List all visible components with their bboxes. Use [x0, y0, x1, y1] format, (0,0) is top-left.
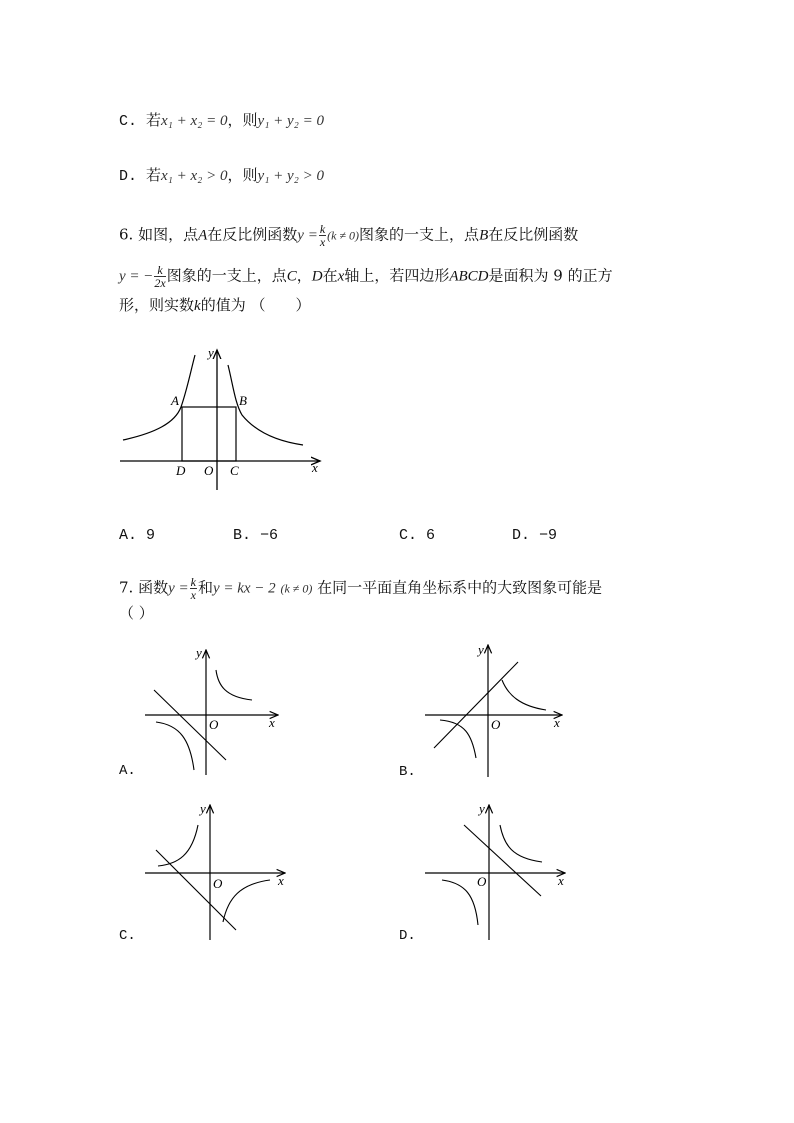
q6-text-7: 在 — [322, 266, 338, 285]
q5-c-mid: ，则 — [227, 111, 258, 129]
q7-eq1-fraction — [190, 576, 197, 601]
q6-option-c: C. 6 — [399, 527, 436, 544]
q6-label-x: x — [312, 460, 318, 475]
q6-option-a: A. 9 — [119, 527, 156, 544]
q6-eq2-lhs: y = − — [119, 268, 154, 285]
q7-graph-d — [420, 800, 570, 945]
q7-eq1-numerator: k — [190, 575, 196, 589]
q7-graph-a — [140, 645, 285, 780]
q5-d-result: y₁ + y₂ > 0 — [257, 168, 325, 184]
q6-text-3: 图象的一支上，点 — [359, 225, 480, 244]
q6-eq1-lhs: y = — [297, 227, 318, 244]
q6-point-a: A — [198, 227, 208, 244]
q6-text-8: 轴上，若四边形 — [344, 266, 450, 285]
q6-text-4: 在反比例函数 — [488, 225, 579, 244]
q7-graph-c — [140, 800, 290, 945]
q7-c-label-x: x — [278, 873, 284, 888]
q6-text-2: 在反比例函数 — [207, 225, 298, 244]
q6-option-d: D. −9 — [512, 527, 558, 544]
q6-eq2-denominator: 2x — [154, 276, 166, 290]
q7-text-1: 7. 函数 — [119, 578, 169, 597]
q7-text-3: 在同一平面直角坐标系中的大致图象可能是 — [317, 578, 603, 597]
q6-abcd: ABCD — [449, 268, 489, 285]
q6-label-a: A — [171, 393, 179, 408]
q6-label-d: D — [176, 463, 186, 478]
q7-d-label-x: x — [558, 873, 564, 888]
q7-b-curve-lower — [440, 720, 476, 758]
q7-label-a: A. — [119, 763, 136, 779]
q7-b-label-x: x — [554, 715, 560, 730]
q5-d-condition: x₁ + x₂ > 0 — [161, 168, 228, 184]
q7-line2 — [119, 603, 154, 623]
q7-eq2: y = kx − 2 — [212, 580, 276, 597]
q6-eq2-fraction — [154, 264, 165, 289]
q5-d-mid: ，则 — [227, 166, 258, 184]
q5-c-result: y₁ + y₂ = 0 — [257, 113, 325, 129]
q6-line1 — [119, 223, 578, 248]
q7-d-label-y: y — [479, 801, 485, 816]
q6-point-c: C — [286, 268, 297, 285]
q6-text-10: 形，则实数 — [119, 296, 195, 314]
q5-c-prefix: C. 若 — [119, 113, 162, 130]
q7-a-label-y: y — [196, 645, 202, 660]
q6-line3 — [119, 295, 310, 316]
q7-line1 — [119, 576, 602, 601]
q5-c-condition: x₁ + x₂ = 0 — [161, 113, 228, 129]
q6-text-5: 图象的一支上，点 — [166, 266, 287, 285]
q6-option-b: B. −6 — [233, 527, 279, 544]
q7-b-line — [434, 662, 518, 748]
q6-text-6: ， — [296, 266, 312, 285]
q7-c-curve-lower — [223, 880, 270, 922]
q6-text-1: 6. 如图，点 — [119, 225, 199, 244]
q7-label-c: C. — [119, 928, 136, 944]
q6-label-y: y — [208, 345, 214, 360]
q5-d-prefix: D. 若 — [119, 168, 162, 185]
q6-k: k — [194, 298, 201, 314]
q7-c-curve-upper — [158, 825, 198, 866]
q7-eq1-denominator: x — [190, 588, 196, 602]
q6-eq1-numerator: k — [319, 222, 326, 236]
q6-label-o: O — [204, 463, 214, 478]
q7-b-curve-upper — [502, 680, 546, 710]
q6-eq1-fraction — [319, 223, 326, 248]
q7-a-curve-lower — [156, 722, 194, 770]
q6-label-c: C — [230, 463, 239, 478]
q6-point-d: D — [311, 268, 323, 285]
q6-figure — [115, 345, 335, 495]
q7-c-label-y: y — [200, 801, 206, 816]
q6-text-9: 是面积为 9 的正方 — [488, 266, 613, 285]
q7-a-label-x: x — [269, 715, 275, 730]
q6-eq1-condition: (k ≠ 0) — [327, 228, 360, 243]
q7-graph-b — [420, 640, 570, 780]
q7-label-b: B. — [399, 764, 416, 780]
q6-label-b: B — [239, 393, 247, 408]
q7-a-curve-upper — [216, 670, 252, 700]
q7-b-label-o: O — [491, 717, 501, 732]
q6-eq2-numerator: k — [154, 264, 165, 277]
q7-b-label-y: y — [478, 642, 484, 657]
q7-c-line — [156, 850, 236, 930]
q5-option-c — [119, 110, 324, 132]
q6-square — [182, 407, 236, 461]
q7-eq2-condition: (k ≠ 0) — [280, 581, 313, 596]
q6-left-curve — [123, 355, 195, 440]
q6-line2 — [119, 264, 613, 289]
q6-text-11: 的值为 （ ） — [200, 296, 311, 314]
q6-axis-x: x — [337, 268, 345, 285]
q7-text-2: 和 — [197, 578, 213, 597]
q6-eq1-denominator: x — [319, 235, 326, 249]
q5-option-d — [119, 165, 324, 187]
q7-label-d: D. — [399, 928, 416, 944]
q7-d-curve-lower — [442, 880, 478, 925]
q7-a-label-o: O — [209, 717, 219, 732]
q7-d-curve-upper — [500, 825, 542, 862]
q6-point-b: B — [479, 227, 489, 244]
q7-text-4: （ ） — [119, 604, 154, 622]
q7-d-label-o: O — [477, 874, 487, 889]
q7-c-label-o: O — [213, 876, 223, 891]
q7-eq1-lhs: y = — [168, 580, 189, 597]
